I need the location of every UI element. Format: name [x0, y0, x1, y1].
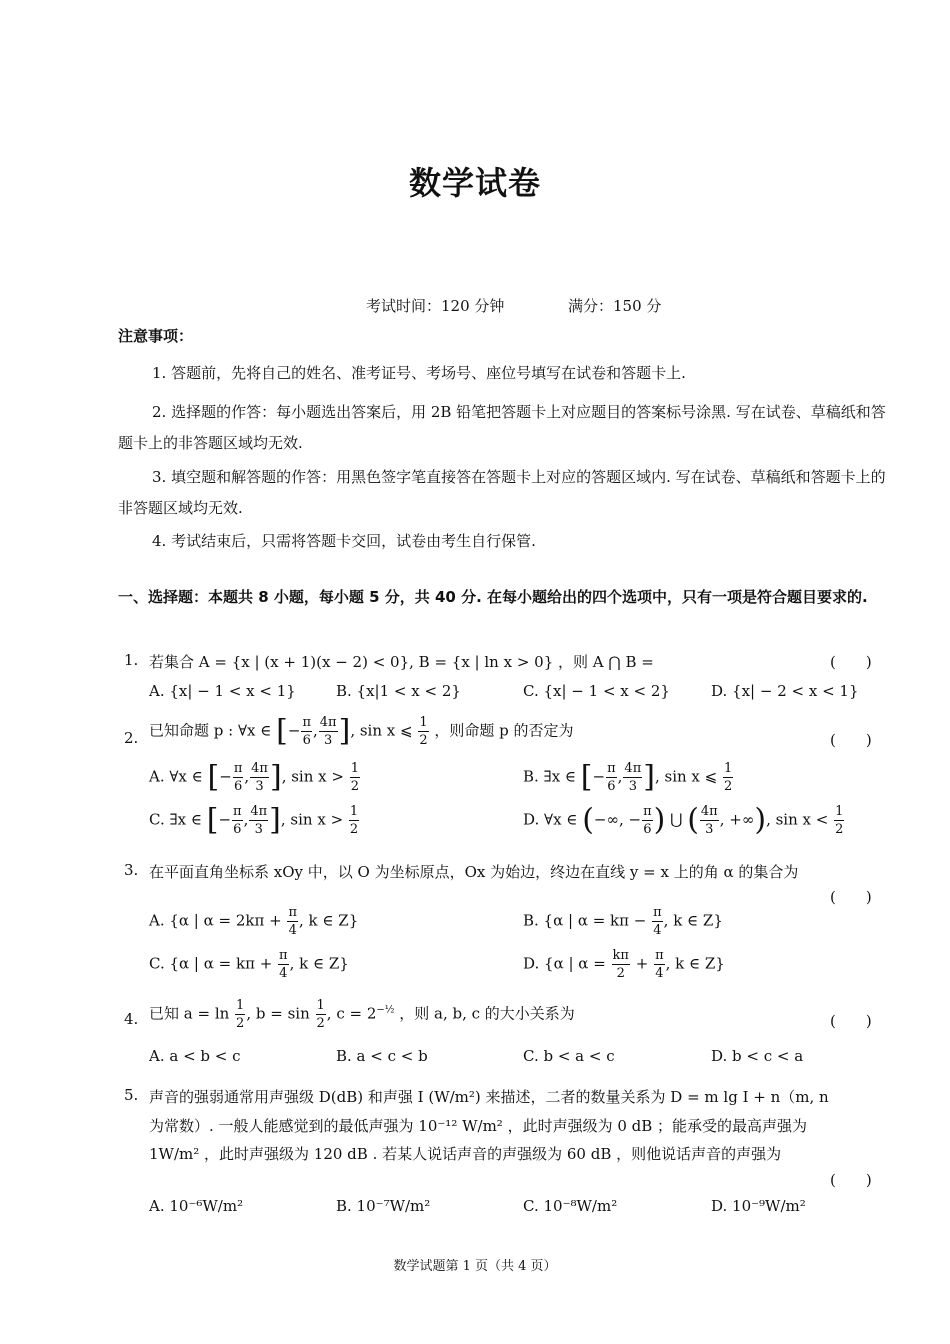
option-b: B. a < c < b [336, 1047, 428, 1065]
answer-paren: ( ) [830, 1171, 872, 1189]
question-number: 3. [124, 861, 139, 879]
answer-paren: ( ) [830, 653, 872, 671]
question-number: 5. [124, 1086, 139, 1104]
option-c: C. b < a < c [523, 1047, 615, 1065]
option-b: B. {α | α = kπ − $\frac{\pi}{4}$ , k ∈ Z} [523, 905, 723, 938]
notice-item: 1. 答题前，先将自己的姓名、准考证号、考场号、座位号填写在试卷和答题卡上. [152, 364, 686, 382]
question-number: 2. [124, 729, 139, 747]
option-a: A. {α | α = 2kπ + $\frac{\pi}{4}$ , k ∈ Z} [149, 905, 359, 938]
page-title: 数学试卷 [408, 164, 541, 202]
exam-time: 考试时间：120 分钟 [366, 297, 505, 315]
answer-paren: ( ) [830, 731, 872, 749]
page-footer: 数学试题第 1 页（共 4 页） [393, 1259, 557, 1274]
option-c: C. {α | α = kπ + $\frac{\pi}{4}$ , k ∈ Z} [149, 948, 349, 981]
option-b: B. ∃x ∈ [− $\frac{\pi}{6}$ , $\frac{4\pi}{3}$ ], sin x ⩽ $\frac{1}{2}$ [523, 759, 733, 795]
answer-paren: ( ) [830, 888, 872, 906]
question-number: 1. [124, 651, 139, 669]
option-a: A. ∀x ∈ [− $\frac{\pi}{6}$ , $\frac{4\pi}{3}$ ], sin x > $\frac{1}{2}$ [149, 759, 360, 795]
option-b: B. {x|1 < x < 2} [336, 682, 461, 700]
option-d: D. b < c < a [711, 1047, 804, 1065]
notice-item: 3. 填空题和解答题的作答：用黑色签字笔直接答在答题卡上对应的答题区域内. 写在试卷、草稿纸和答题卡上的非答题区域均无效. [118, 468, 886, 517]
option-d: D. {x| − 2 < x < 1} [711, 682, 859, 700]
section-heading: 一、选择题：本题共 8 小题，每小题 5 分，共 40 分. 在每小题给出的四个选项中，只有一项是符合题目要求的. [118, 588, 868, 606]
answer-paren: ( ) [830, 1012, 872, 1030]
option-c: C. {x| − 1 < x < 2} [523, 682, 670, 700]
option-a: A. {x| − 1 < x < 1} [149, 682, 296, 700]
notice-item: 2. 选择题的作答：每小题选出答案后，用 2B 铅笔把答题卡上对应题目的答案标号涂黑. 写在试卷、草稿纸和答题卡上的非答题区域均无效. [118, 403, 886, 452]
question-stem-line: 1W/m² ，此时声强级为 120 dB . 若某人说话声音的声强级为 60 dB ，则他说话声音的声强为 [149, 1145, 782, 1163]
notice-item: 4. 考试结束后，只需将答题卡交回，试卷由考生自行保管. [152, 532, 536, 550]
full-score: 满分：150 分 [568, 297, 662, 315]
option-d: D. ∀x ∈ (−∞, − $\frac{\pi}{6}$ ) ⋃ ( $\frac{4\pi}{3}$ , +∞), sin x < $\frac{1}{2}$ [523, 802, 844, 838]
question-stem: 已知 a = ln $\frac{1}{2}$ , b = sin $\frac{1}{2}$ , $c = 2^{-\frac{1}{2}}$ ，则 a, b, c 的大小关系为 [149, 998, 575, 1031]
option-c: C. 10⁻⁸W/m² [523, 1197, 618, 1215]
question-stem-line: 声音的强弱通常用声强级 D(dB) 和声强 I (W/m²) 来描述，二者的数量关系为 D = m lg I + n（m, n [149, 1088, 829, 1106]
question-stem: 已知命题 p : ∀x ∈ [− $\frac{\pi}{6}$ , $\frac{4\pi}{3}$ ], sin x ⩽ $\frac{1}{2}$ ，则命题 p 的否定为 [149, 713, 574, 749]
option-c: C. ∃x ∈ [− $\frac{\pi}{6}$ , $\frac{4\pi}{3}$ ], sin x > $\frac{1}{2}$ [149, 802, 359, 838]
option-d: D. 10⁻⁹W/m² [711, 1197, 806, 1215]
option-a: A. a < b < c [149, 1047, 241, 1065]
notice-heading: 注意事项： [118, 327, 194, 345]
question-stem: 若集合 A = {x | (x + 1)(x − 2) < 0}, B = {x | ln x > 0} ，则 A ⋂ B = [149, 653, 654, 671]
option-d: D. {α | α = $\frac{k\pi}{2}$ + $\frac{\pi}{4}$ , k ∈ Z} [523, 948, 725, 981]
option-b: B. 10⁻⁷W/m² [336, 1197, 431, 1215]
question-stem: 在平面直角坐标系 xOy 中，以 O 为坐标原点，Ox 为始边，终边在直线 y = x 上的角 α 的集合为 [149, 863, 799, 881]
question-stem-line: 为常数）. 一般人能感觉到的最低声强为 10⁻¹² W/m² ，此时声强级为 0 dB ；能承受的最高声强为 [149, 1117, 808, 1135]
question-number: 4. [124, 1010, 139, 1028]
option-a: A. 10⁻⁶W/m² [149, 1197, 244, 1215]
